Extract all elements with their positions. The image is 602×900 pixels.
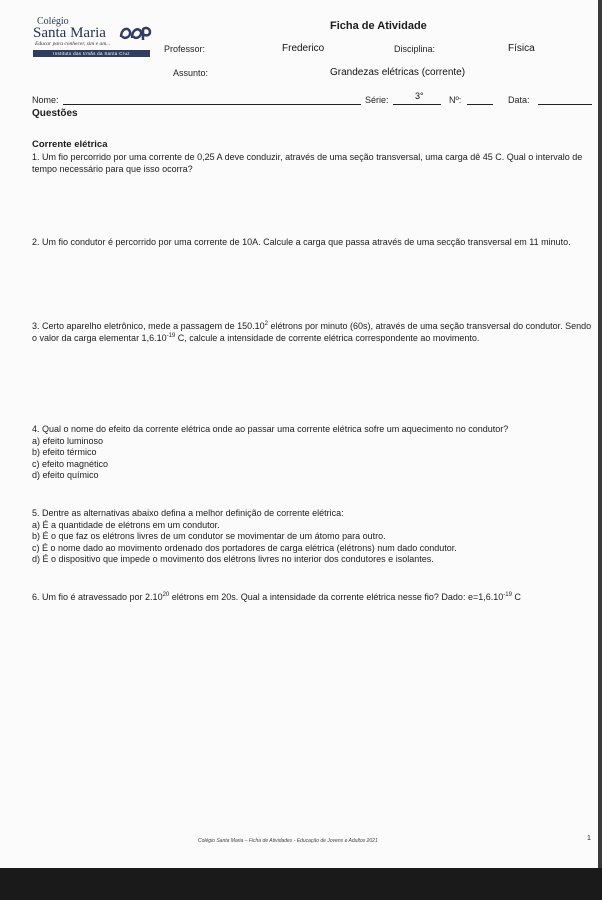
- question-3-exponent-2: -19: [166, 332, 176, 339]
- question-4-text: 4. Qual o nome do efeito da corrente elétrica onde ao passar uma corrente elétrica sofre um aquecimento no condutor?: [32, 424, 509, 434]
- professor-label: Professor:: [164, 44, 206, 54]
- question-4-option-b: b) efeito térmico: [32, 447, 97, 457]
- topic-heading: Corrente elétrica: [32, 139, 108, 150]
- assunto-value: Grandezas elétricas (corrente): [330, 67, 466, 78]
- assunto-label: Assunto:: [173, 68, 209, 78]
- question-3-part-a: 3. Certo aparelho eletrônico, mede a passagem de 150.10: [32, 321, 265, 331]
- school-logo-mark-icon: [118, 22, 152, 44]
- numero-field-line[interactable]: [467, 104, 493, 105]
- question-5-option-d: d) É o dispositivo que impede o movimento dos elétrons livres no interior dos condutores e isolantes.: [32, 554, 434, 564]
- question-6-part-c: C: [511, 592, 521, 602]
- question-3-part-c: C, calcule a intensidade de corrente elétrica correspondente ao movimento.: [175, 332, 480, 343]
- questoes-heading: Questões: [32, 108, 78, 119]
- page-title: Ficha de Atividade: [330, 20, 427, 32]
- data-label: Data:: [508, 95, 530, 105]
- logo-small-text: Colégio: [37, 16, 69, 27]
- serie-value: 3°: [415, 91, 424, 101]
- nome-label: Nome:: [32, 95, 59, 105]
- question-2-text: 2. Um fio condutor é percorrido por uma corrente de 10A. Calcule a carga que passa através de uma secção transversal em 11 minuto.: [32, 237, 571, 247]
- logo-tagline: Educar para conhecer, sim e am...: [35, 41, 111, 47]
- question-6-part-b: elétrons em 20s. Qual a intensidade da corrente elétrica nesse fio? Dado: e=1,6.10: [169, 592, 504, 602]
- logo-school-name: Santa Maria: [33, 25, 106, 41]
- question-5-option-c: c) É o nome dado ao movimento ordenado dos portadores de carga elétrica (elétrons) num dado condutor.: [32, 542, 457, 553]
- data-field-line[interactable]: [538, 104, 592, 105]
- page-footer: Colégio Santa Maria – Ficha de Atividades - Educação de Jovens e Adultos 2021: [198, 838, 378, 844]
- disciplina-label: Disciplina:: [394, 44, 436, 54]
- question-3-part-b: elétrons por minuto (60s), através de uma seção transversal do condutor. Sendo o valor da carga elementar 1,6.10: [32, 321, 592, 343]
- question-6-part-a: 6. Um fio é atravessado por 2.10: [32, 592, 163, 602]
- question-5-option-a: a) É a quantidade de elétrons em um condutor.: [32, 519, 220, 530]
- question-1-text: 1. Um fio percorrido por uma corrente de 0,25 A deve conduzir, através de uma seção transversal, uma carga dê 45 C. Qual o intervalo de tempo necessário para que isso ocorra?: [32, 152, 583, 174]
- question-4-option-c: c) efeito magnético: [32, 458, 109, 469]
- question-4: [32, 424, 592, 482]
- disciplina-value: Física: [508, 43, 535, 54]
- question-5: [32, 508, 592, 566]
- question-5-text: 5. Dentre as alternativas abaixo defina a melhor definição de corrente elétrica:: [32, 508, 344, 518]
- question-3: [32, 321, 592, 344]
- question-3-text: [32, 321, 592, 344]
- scan-edge-shadow: [598, 0, 602, 868]
- question-3-exponent-1: 2: [264, 321, 268, 327]
- page-number: 1: [587, 835, 591, 842]
- question-6-exponent-2: -19: [503, 592, 512, 598]
- question-4-option-d: d) efeito químico: [32, 470, 99, 480]
- question-6: [32, 592, 592, 604]
- question-2: [32, 237, 592, 249]
- nome-field-line[interactable]: [63, 104, 361, 105]
- question-6-text: [32, 592, 592, 604]
- professor-value: Frederico: [282, 43, 325, 54]
- question-6-exponent-1: 20: [162, 592, 170, 598]
- question-5-option-b: b) É o que faz os elétrons livres de um condutor se movimentar de um átomo para outro.: [32, 531, 386, 541]
- question-4-option-a: a) efeito luminoso: [32, 435, 104, 446]
- serie-label: Série:: [365, 95, 389, 105]
- logo-institute-bar: Instituto das Irmãs da Santa Cruz: [33, 50, 150, 57]
- serie-field-line[interactable]: [393, 104, 441, 105]
- numero-label: Nº:: [449, 95, 462, 105]
- question-1: [32, 152, 592, 175]
